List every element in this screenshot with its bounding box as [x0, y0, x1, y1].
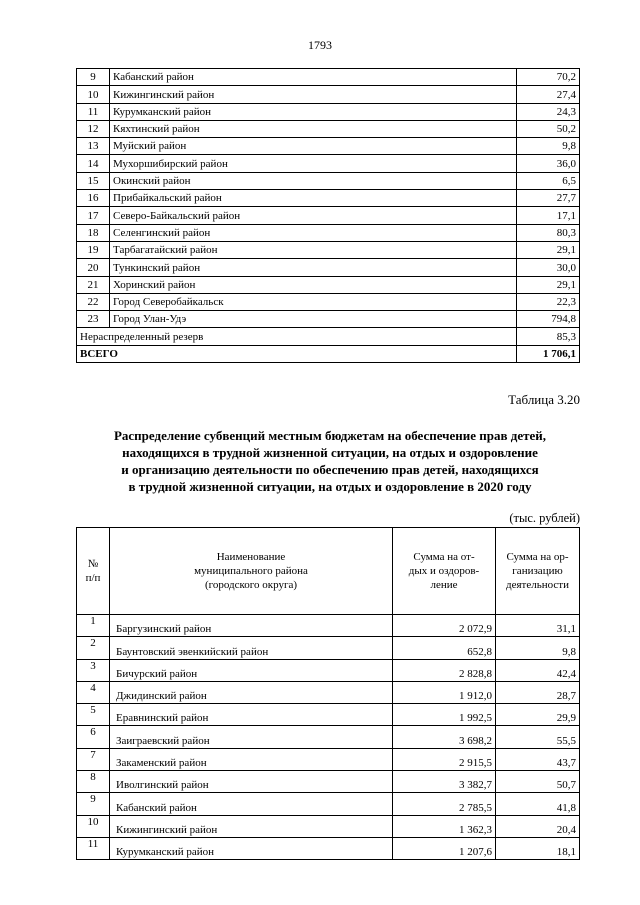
district-name: Кяхтинский район: [110, 120, 517, 137]
amount-value: 36,0: [517, 155, 580, 172]
district-name: Кабанский район: [110, 69, 517, 86]
table-row: [77, 681, 580, 703]
district-name: Кабанский район: [110, 793, 393, 815]
total-value: 1 706,1: [517, 345, 580, 362]
district-name: Иволгинский район: [110, 771, 393, 793]
table-row: [77, 207, 580, 224]
row-number: 6: [77, 726, 110, 748]
row-number: 15: [77, 172, 110, 189]
bottom-table: [76, 527, 580, 860]
header-name-line-2: муниципального района: [194, 565, 308, 577]
table-row: [77, 155, 580, 172]
amount-value: 22,3: [517, 293, 580, 310]
table-row: [77, 615, 580, 637]
amount-value: 70,2: [517, 69, 580, 86]
district-name: Северо-Байкальский район: [110, 207, 517, 224]
header-name: [110, 528, 393, 615]
amount-value: 6,5: [517, 172, 580, 189]
units-note: (тыс. рублей): [509, 511, 580, 525]
table-title: [60, 427, 600, 495]
row-number: 2: [77, 637, 110, 659]
table-row: [77, 704, 580, 726]
district-name: Курумканский район: [110, 103, 517, 120]
table-row: [77, 259, 580, 276]
district-name: Муйский район: [110, 138, 517, 155]
top-table: [76, 68, 580, 363]
reserve-row: [77, 328, 580, 345]
district-name: Окинский район: [110, 172, 517, 189]
sum-rest-value: 2 785,5: [393, 793, 496, 815]
sum-org-value: 20,4: [496, 815, 580, 837]
district-name: Город Улан-Удэ: [110, 311, 517, 328]
row-number: 9: [77, 793, 110, 815]
amount-value: 9,8: [517, 138, 580, 155]
row-number: 16: [77, 190, 110, 207]
district-name: Тункинский район: [110, 259, 517, 276]
row-number: 5: [77, 704, 110, 726]
district-name: Хоринский район: [110, 276, 517, 293]
district-name: Курумканский район: [110, 837, 393, 859]
table-row: [77, 86, 580, 103]
header-name-line-1: Наименование: [216, 551, 286, 563]
header-sum-org-line-3: деятельности: [506, 579, 569, 591]
district-name: Селенгинский район: [110, 224, 517, 241]
row-number: 14: [77, 155, 110, 172]
row-number: 21: [77, 276, 110, 293]
amount-value: 27,4: [517, 86, 580, 103]
row-number: 7: [77, 748, 110, 770]
table-row: [77, 637, 580, 659]
table-row: [77, 69, 580, 86]
row-number: 12: [77, 120, 110, 137]
header-sum-org: [496, 528, 580, 615]
row-number: 4: [77, 681, 110, 703]
table-row: [77, 120, 580, 137]
table-row: [77, 815, 580, 837]
district-name: Закаменский район: [110, 748, 393, 770]
table-row: [77, 793, 580, 815]
title-line-1: Распределение субвенций местным бюджетам на обеспечение прав детей,: [113, 428, 547, 443]
amount-value: 29,1: [517, 241, 580, 258]
sum-rest-value: 2 915,5: [393, 748, 496, 770]
reserve-label: Нераспределенный резерв: [77, 328, 517, 345]
total-row: [77, 345, 580, 362]
top-table-body: [77, 69, 580, 328]
header-sum-rest-line-2: дых и оздоров-: [408, 565, 480, 577]
header-num-line-2: п/п: [85, 572, 101, 584]
district-name: Кижингинский район: [110, 86, 517, 103]
amount-value: 29,1: [517, 276, 580, 293]
sum-rest-value: 1 912,0: [393, 681, 496, 703]
header-sum-rest-line-1: Сумма на от-: [413, 551, 475, 563]
sum-rest-value: 1 207,6: [393, 837, 496, 859]
row-number: 10: [77, 815, 110, 837]
row-number: 13: [77, 138, 110, 155]
title-line-3: и организацию деятельности по обеспечению прав детей, находящихся: [121, 462, 539, 477]
table-row: [77, 190, 580, 207]
sum-org-value: 18,1: [496, 837, 580, 859]
sum-rest-value: 1 362,3: [393, 815, 496, 837]
row-number: 18: [77, 224, 110, 241]
amount-value: 30,0: [517, 259, 580, 276]
amount-value: 17,1: [517, 207, 580, 224]
sum-rest-value: 1 992,5: [393, 704, 496, 726]
table-row: [77, 172, 580, 189]
district-name: Баунтовский эвенкийский район: [110, 637, 393, 659]
title-line-4: в трудной жизненной ситуации, на отдых и оздоровление в 2020 году: [128, 479, 532, 494]
table-row: [77, 837, 580, 859]
page-number: 1793: [308, 38, 332, 52]
row-number: 20: [77, 259, 110, 276]
row-number: 9: [77, 69, 110, 86]
table-row: [77, 103, 580, 120]
header-num: [77, 528, 110, 615]
sum-org-value: 29,9: [496, 704, 580, 726]
table-label: Таблица 3.20: [508, 392, 580, 407]
amount-value: 50,2: [517, 120, 580, 137]
amount-value: 794,8: [517, 311, 580, 328]
district-name: Прибайкальский район: [110, 190, 517, 207]
sum-rest-value: 3 382,7: [393, 771, 496, 793]
sum-org-value: 50,7: [496, 771, 580, 793]
header-sum-org-line-1: Сумма на ор-: [506, 551, 569, 563]
district-name: Кижингинский район: [110, 815, 393, 837]
header-row: [77, 528, 580, 615]
row-number: 23: [77, 311, 110, 328]
sum-rest-value: 2 828,8: [393, 659, 496, 681]
district-name: Бичурский район: [110, 659, 393, 681]
bottom-table-header: [77, 528, 580, 615]
district-name: Город Северобайкальск: [110, 293, 517, 310]
header-num-line-1: №: [87, 558, 99, 570]
row-number: 11: [77, 837, 110, 859]
district-name: Тарбагатайский район: [110, 241, 517, 258]
district-name: Заиграевский район: [110, 726, 393, 748]
sum-org-value: 31,1: [496, 615, 580, 637]
table-row: [77, 726, 580, 748]
table-row: [77, 748, 580, 770]
reserve-value: 85,3: [517, 328, 580, 345]
header-sum-rest-line-3: ление: [430, 579, 458, 591]
amount-value: 24,3: [517, 103, 580, 120]
bottom-table-body: [77, 615, 580, 860]
header-name-line-3: (городского округа): [204, 579, 298, 591]
row-number: 17: [77, 207, 110, 224]
sum-rest-value: 652,8: [393, 637, 496, 659]
district-name: Мухоршибирский район: [110, 155, 517, 172]
amount-value: 80,3: [517, 224, 580, 241]
row-number: 11: [77, 103, 110, 120]
amount-value: 27,7: [517, 190, 580, 207]
row-number: 3: [77, 659, 110, 681]
sum-org-value: 43,7: [496, 748, 580, 770]
row-number: 8: [77, 771, 110, 793]
table-row: [77, 771, 580, 793]
district-name: Джидинский район: [110, 681, 393, 703]
table-row: [77, 241, 580, 258]
sum-org-value: 42,4: [496, 659, 580, 681]
row-number: 1: [77, 615, 110, 637]
sum-org-value: 9,8: [496, 637, 580, 659]
table-row: [77, 659, 580, 681]
header-sum-org-line-2: ганизацию: [512, 565, 563, 577]
district-name: Баргузинский район: [110, 615, 393, 637]
sum-org-value: 55,5: [496, 726, 580, 748]
row-number: 10: [77, 86, 110, 103]
district-name: Еравнинский район: [110, 704, 393, 726]
row-number: 19: [77, 241, 110, 258]
header-sum-rest: [393, 528, 496, 615]
sum-org-value: 41,8: [496, 793, 580, 815]
row-number: 22: [77, 293, 110, 310]
table-row: [77, 224, 580, 241]
sum-rest-value: 3 698,2: [393, 726, 496, 748]
total-label: ВСЕГО: [77, 345, 517, 362]
sum-rest-value: 2 072,9: [393, 615, 496, 637]
sum-org-value: 28,7: [496, 681, 580, 703]
table-row: [77, 311, 580, 328]
table-row: [77, 138, 580, 155]
table-row: [77, 293, 580, 310]
title-line-2: находящихся в трудной жизненной ситуации, на отдых и оздоровление: [122, 445, 538, 460]
table-row: [77, 276, 580, 293]
